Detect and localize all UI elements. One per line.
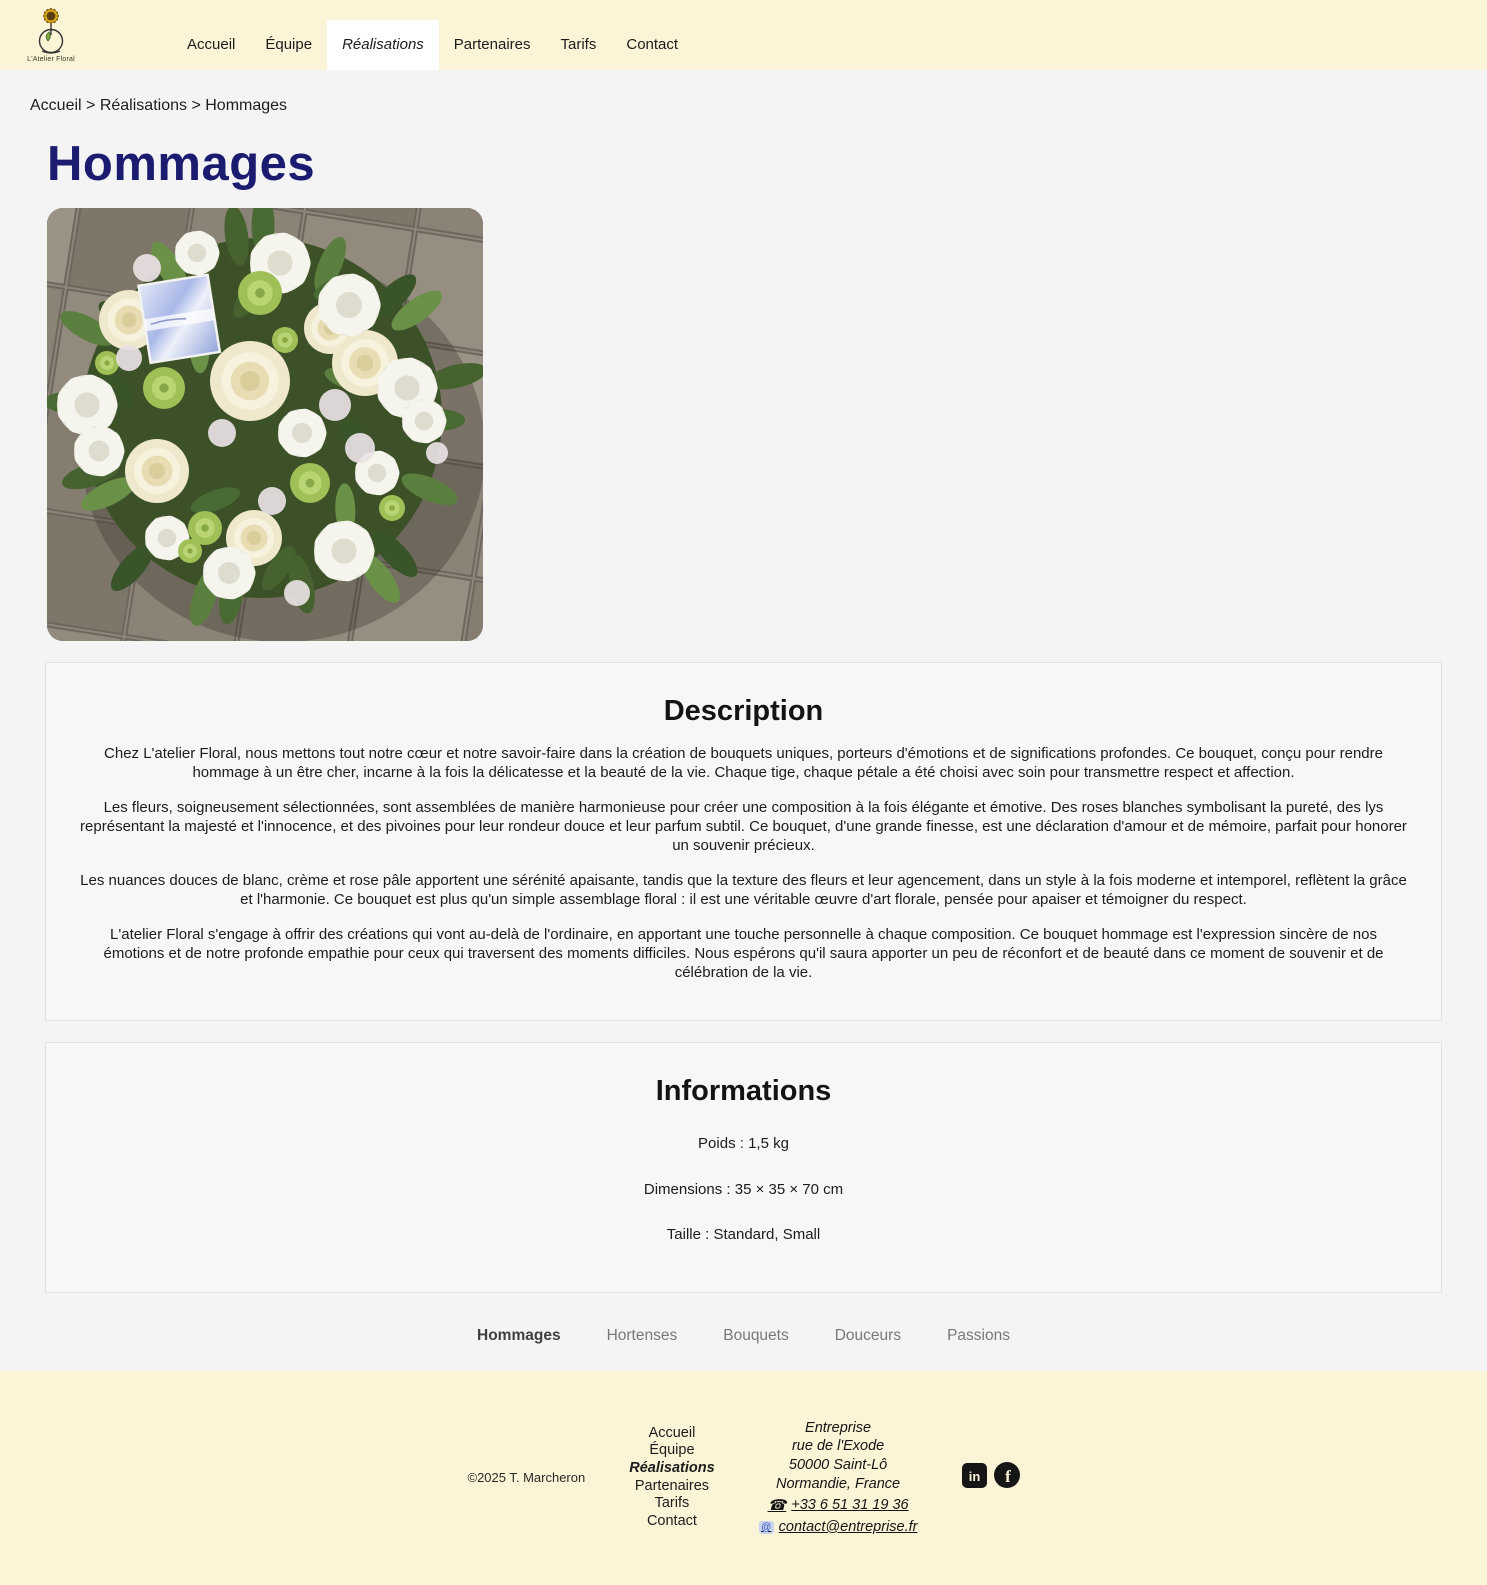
social-icons xyxy=(962,1462,1020,1493)
sunflower-logo-icon xyxy=(29,3,73,55)
address-city: 50000 Saint-Lô xyxy=(788,1457,888,1474)
page-title: Hommages xyxy=(47,137,316,191)
breadcrumb-separator: > xyxy=(191,97,201,114)
email-link[interactable] xyxy=(759,1518,918,1537)
address-region: Normandie, France xyxy=(776,1476,901,1493)
info-dimensions: Dimensions : 35 × 35 × 70 cm xyxy=(643,1180,844,1198)
footer-nav-equipe[interactable]: Équipe xyxy=(649,1442,695,1459)
tab-hommages[interactable]: Hommages xyxy=(477,1326,561,1344)
footer-nav-partenaires[interactable]: Partenaires xyxy=(634,1477,710,1494)
nav-item-equipe[interactable]: Équipe xyxy=(265,36,313,53)
address-block xyxy=(759,1419,918,1537)
condolence-card xyxy=(138,275,219,363)
footer-nav-tarifs[interactable]: Tarifs xyxy=(654,1495,690,1512)
info-size: Taille : Standard, Small xyxy=(666,1225,821,1243)
phone-link[interactable] xyxy=(768,1496,909,1516)
informations-heading: Informations xyxy=(655,1075,832,1108)
svg-text:f: f xyxy=(1004,1467,1011,1487)
brand-name: L'Atelier Floral xyxy=(27,56,75,63)
bouquet-illustration xyxy=(47,208,483,641)
nav-item-accueil[interactable]: Accueil xyxy=(187,36,236,53)
email-icon: @ xyxy=(759,1521,774,1534)
info-weight: Poids : 1,5 kg xyxy=(698,1135,789,1153)
product-photo xyxy=(47,208,483,641)
main-nav xyxy=(172,20,693,70)
phone-icon: ☎ xyxy=(767,1496,787,1514)
nav-item-tarifs[interactable]: Tarifs xyxy=(560,36,597,53)
footer-nav xyxy=(629,1425,714,1531)
address-street: rue de l'Exode xyxy=(791,1438,885,1455)
main-content xyxy=(0,136,1487,1345)
linkedin-icon[interactable] xyxy=(962,1463,987,1493)
description-paragraph: Chez L'atelier Floral, nous mettons tout notre cœur et notre savoir-faire dans la création de bouquets uniques, porteurs d'émotions et de significations profondes. Ce bouquet, conçu pour rendre hommage à un être cher, incarne à la fois la délicatesse et la beauté de la vie. Chaque tige, chaque pétale a été choisi avec soin pour transmettre respect et affection. xyxy=(104,745,1383,782)
svg-text:in: in xyxy=(968,1468,980,1484)
footer-nav-realisations[interactable]: Réalisations xyxy=(629,1459,715,1476)
breadcrumb-accueil[interactable]: Accueil xyxy=(30,97,82,114)
informations-section xyxy=(45,1042,1442,1292)
tab-douceurs[interactable]: Douceurs xyxy=(834,1326,902,1344)
footer-nav-accueil[interactable]: Accueil xyxy=(648,1424,696,1441)
footer-nav-contact[interactable]: Contact xyxy=(646,1512,697,1529)
description-paragraph: Les nuances douces de blanc, crème et rose pâle apportent une sérénité apaisante, tandis que la texture des fleurs et leur agencement, dans un style à la fois moderne et intemporel, reflètent la grâce et l'harmonie. Ce bouquet est plus qu'un simple assemblage floral : il est une véritable œuvre d'art florale, pensée pour apaiser et témoigner du respect. xyxy=(80,872,1407,909)
tab-hortenses[interactable]: Hortenses xyxy=(606,1326,678,1344)
address-company: Entreprise xyxy=(805,1419,872,1436)
description-section xyxy=(45,662,1442,1021)
phone-number: +33 6 51 31 19 36 xyxy=(791,1497,909,1514)
description-paragraph: Les fleurs, soigneusement sélectionnées, sont assemblées de manière harmonieuse pour créer une composition à la fois élégante et émotive. Des roses blanches symbolisant la pureté, des lys représentant la majesté et l'innocence, et des pivoines pour leur rondeur douce et leur parfum subtil. Ce bouquet, d'une grande finesse, est une déclaration d'amour et de mémoire, parfait pour honorer un souvenir précieux. xyxy=(80,799,1407,855)
facebook-icon[interactable] xyxy=(994,1462,1020,1493)
top-navbar xyxy=(0,0,1487,70)
tab-passions[interactable]: Passions xyxy=(947,1326,1010,1344)
nav-item-realisations[interactable]: Réalisations xyxy=(327,20,439,70)
description-heading: Description xyxy=(663,695,824,727)
nav-item-contact[interactable]: Contact xyxy=(626,36,679,53)
email-address: contact@entreprise.fr xyxy=(778,1518,918,1535)
tab-bouquets[interactable]: Bouquets xyxy=(723,1326,789,1344)
brand-logo[interactable] xyxy=(16,3,86,63)
copyright: ©2025 T. Marcheron xyxy=(467,1470,586,1486)
breadcrumb xyxy=(0,70,1487,115)
breadcrumb-realisations[interactable]: Réalisations xyxy=(99,97,187,114)
breadcrumb-hommages: Hommages xyxy=(205,97,288,114)
breadcrumb-separator: > xyxy=(86,97,96,114)
nav-item-partenaires[interactable]: Partenaires xyxy=(453,36,531,53)
category-tabs xyxy=(0,1327,1487,1345)
footer xyxy=(0,1371,1487,1585)
description-paragraph: L'atelier Floral s'engage à offrir des créations qui vont au-delà de l'ordinaire, en apportant une touche personnelle à chaque composition. Ce bouquet hommage est l'expression sincère de nos émotions et de notre profonde empathie pour ceux qui traversent des moments difficiles. Nous espérons qu'il saura apporter un peu de réconfort et de beauté dans ce moment de souvenir et de célébration de la vie. xyxy=(103,926,1384,982)
